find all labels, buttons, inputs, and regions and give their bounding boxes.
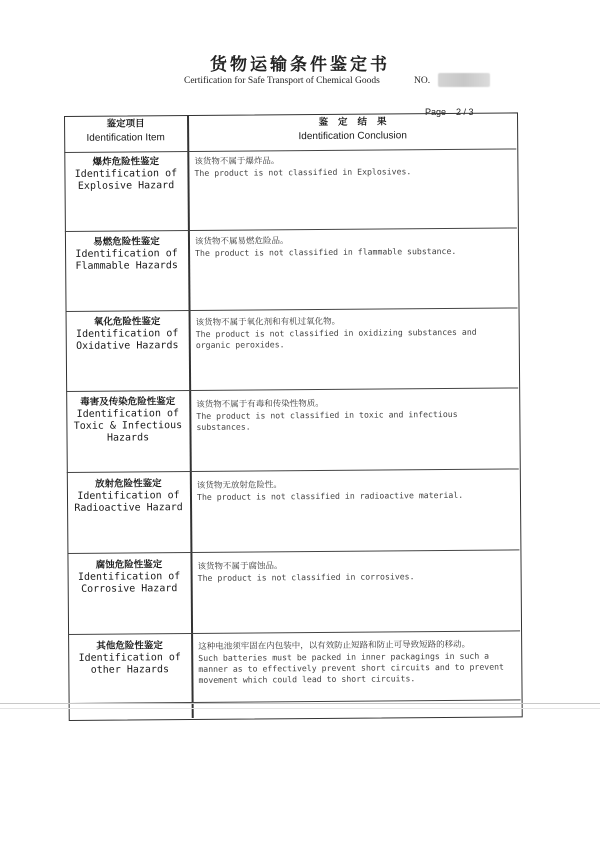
conclusion-cn: 该货物不属于有毒和传染性物质。 bbox=[196, 398, 324, 410]
item-en: Identification of Flammable Hazards bbox=[75, 248, 178, 272]
document-title-en: Certification for Safe Transport of Chemical Goods bbox=[184, 76, 380, 86]
conclusion-other-hazards bbox=[198, 638, 516, 700]
scan-crease-shadow bbox=[0, 708, 600, 709]
item-other-hazards bbox=[68, 639, 191, 702]
scan-crease-line bbox=[0, 703, 600, 704]
conclusion-en: Such batteries must be packed in inner packagings in such a manner as to effectively prevent short circuits and to prevent movement which could lead to short circuits. bbox=[198, 650, 505, 685]
conclusion-corrosive bbox=[197, 558, 516, 630]
item-cn: 腐蚀危险性鉴定 bbox=[95, 559, 163, 571]
header-conclusion-en: Identification Conclusion bbox=[298, 130, 407, 143]
conclusion-explosive bbox=[194, 153, 513, 227]
conclusion-radioactive bbox=[197, 477, 516, 549]
document-title-cn: 货物运输条件鉴定书 bbox=[210, 55, 390, 75]
conclusion-cn: 该货物不属于腐蚀品。 bbox=[197, 561, 283, 572]
identification-table bbox=[64, 112, 523, 721]
conclusion-flammable bbox=[195, 233, 514, 307]
item-en: Identification of Oxidative Hazards bbox=[75, 328, 179, 352]
conclusion-cn: 该货物不属于氧化剂和有机过氧化物。 bbox=[195, 316, 341, 328]
conclusion-en: The product is not classified in radioactive material. bbox=[196, 489, 464, 502]
conclusion-en: The product is not classified in toxic and infectious substances. bbox=[196, 408, 458, 432]
item-cn: 爆炸危险性鉴定 bbox=[92, 156, 160, 168]
conclusion-cn: 该货物无放射危险性。 bbox=[196, 480, 282, 491]
page-number: 2 / 3 bbox=[456, 107, 474, 117]
header-item-en: Identification Item bbox=[86, 132, 165, 144]
item-cn: 易燃危险性鉴定 bbox=[93, 236, 160, 248]
item-radioactive bbox=[67, 477, 191, 552]
item-corrosive bbox=[67, 558, 191, 633]
item-cn: 氧化危险性鉴定 bbox=[93, 316, 161, 328]
conclusion-oxidative bbox=[196, 314, 515, 388]
item-en: Identification of Toxic & Infectious Hazards bbox=[73, 408, 183, 444]
item-explosive bbox=[64, 155, 188, 230]
conclusion-en: The product is not classified in corrosives. bbox=[197, 571, 415, 583]
conclusion-en: The product is not classified in oxidizing substances and organic peroxides. bbox=[195, 326, 477, 350]
header-identification-item bbox=[64, 117, 187, 152]
header-conclusion-cn: 鉴定结果 bbox=[318, 116, 397, 129]
item-en: Identification of Explosive Hazard bbox=[74, 168, 178, 192]
item-oxidative bbox=[66, 315, 190, 390]
item-flammable bbox=[65, 235, 189, 310]
item-cn: 毒害及传染危险性鉴定 bbox=[80, 396, 176, 408]
item-en: Identification of Corrosive Hazard bbox=[77, 571, 181, 595]
conclusion-cn: 该货物不属于爆炸品。 bbox=[194, 156, 280, 167]
item-en: Identification of other Hazards bbox=[78, 652, 181, 676]
item-cn: 其他危险性鉴定 bbox=[96, 640, 163, 652]
page-label: Page bbox=[425, 107, 447, 117]
redacted-certificate-number bbox=[438, 73, 490, 87]
header-item-cn: 鉴定项目 bbox=[106, 118, 145, 130]
conclusion-en: The product is not classified in Explosives. bbox=[194, 166, 412, 178]
conclusion-en: The product is not classified in flammable substance. bbox=[195, 245, 457, 258]
certificate-number-label: NO. bbox=[414, 76, 431, 86]
item-en: Identification of Radioactive Hazard bbox=[74, 490, 183, 514]
conclusion-cn: 该货物不属易燃危险品。 bbox=[194, 236, 289, 247]
item-cn: 放射危险性鉴定 bbox=[95, 478, 162, 490]
conclusion-toxic-infectious bbox=[196, 396, 515, 468]
header-identification-conclusion bbox=[189, 114, 516, 151]
item-toxic-infectious bbox=[66, 395, 190, 471]
conclusion-cn: 这种电池须牢固在内包装中，以有效防止短路和防止可导致短路的移动。 bbox=[198, 639, 471, 652]
